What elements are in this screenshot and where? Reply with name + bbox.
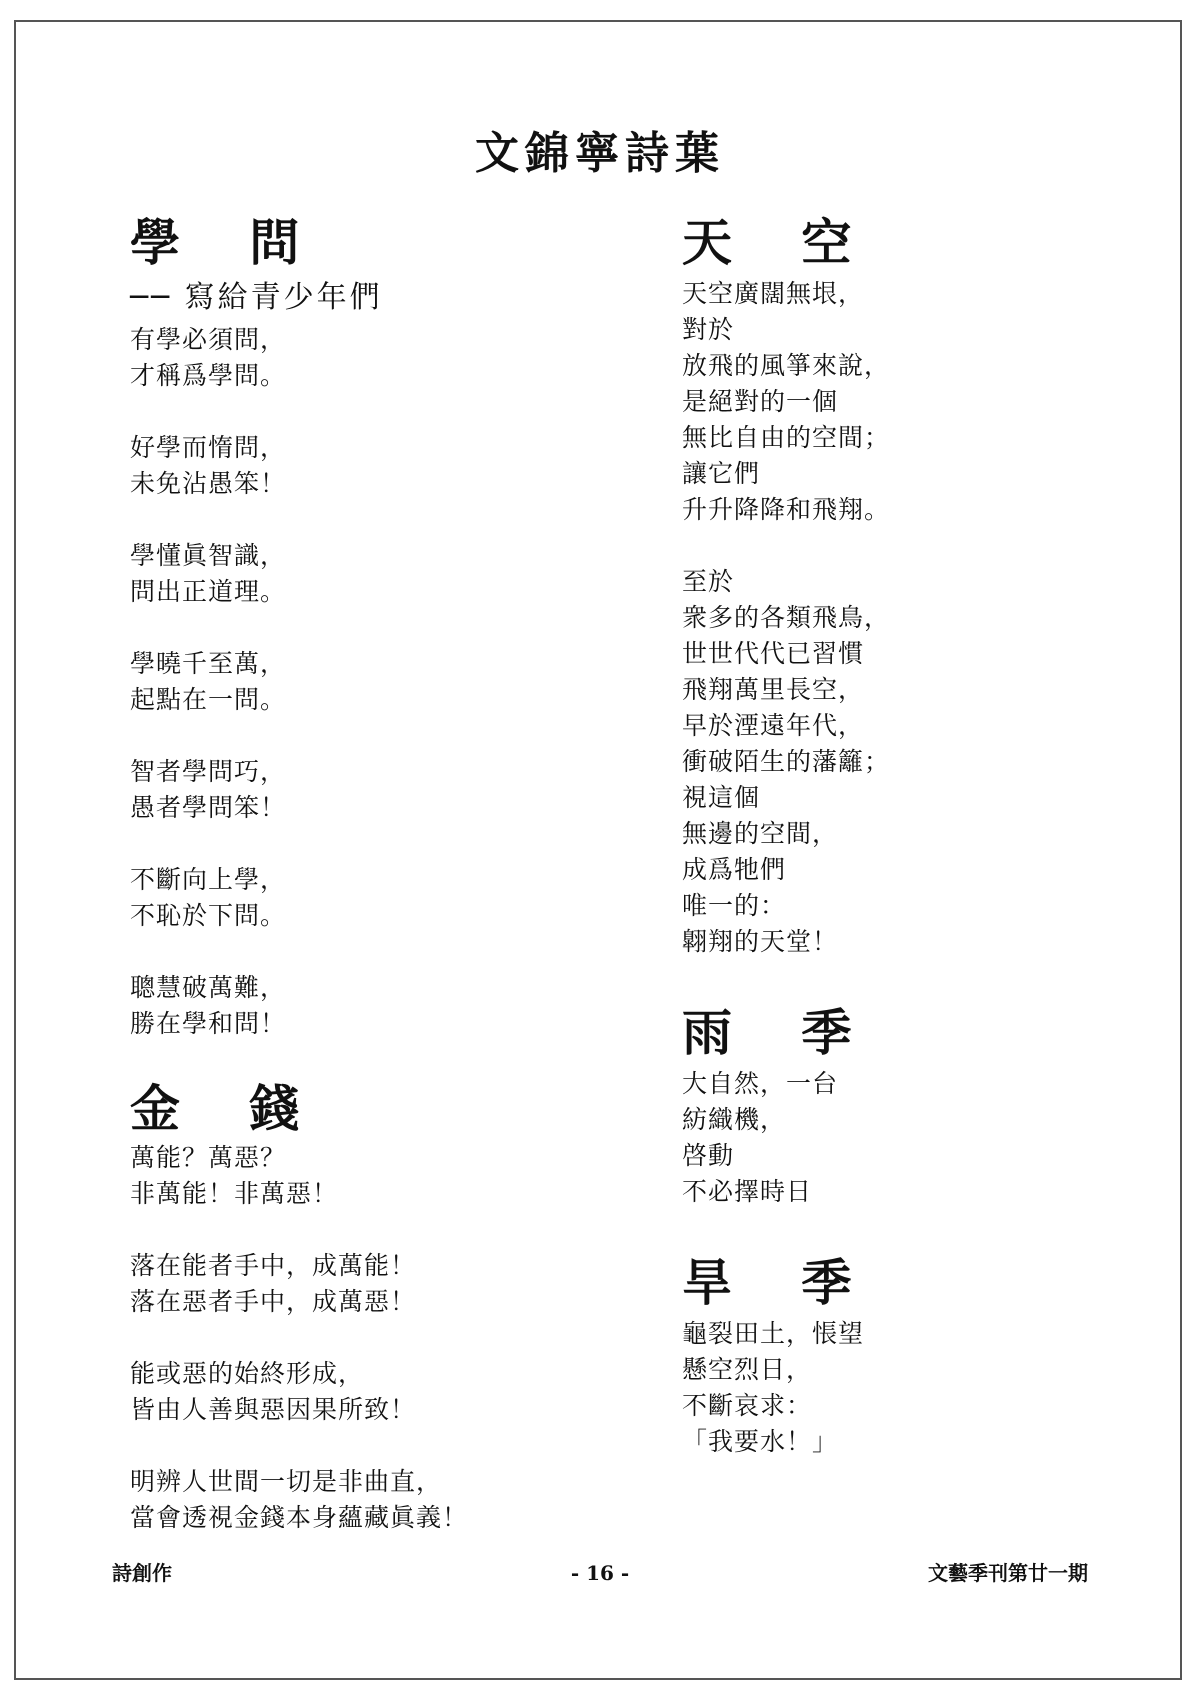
poem-line: 不必擇時日: [682, 1177, 813, 1206]
stanza: [682, 1316, 1112, 1460]
stanza: [682, 276, 1112, 528]
poem-line: 衝破陌生的藩籬；: [682, 747, 891, 776]
poem-sky: [682, 212, 1112, 960]
footer-page-number: - 16 -: [570, 1561, 630, 1585]
poem-line: 「我要水！」: [682, 1427, 839, 1456]
poem-line: 衆多的各類飛鳥，: [682, 603, 891, 632]
poem-line: 落在惡者手中，成萬惡！: [130, 1287, 417, 1316]
poem-line: 聰慧破萬難，: [130, 973, 287, 1002]
poem-line: 愚者學問笨！: [130, 793, 287, 822]
poem-line: 天空廣闊無垠，: [682, 279, 865, 308]
footer-publication: 文藝季刊第廿一期: [928, 1561, 1088, 1585]
poem-line: 勝在學和問！: [130, 1009, 287, 1038]
poem-body: [130, 322, 590, 1042]
poem-line: 視這個: [682, 783, 761, 812]
poem-line: 非萬能！非萬惡！: [130, 1179, 339, 1208]
poem-line: 唯一的：: [682, 891, 787, 920]
stanza: [130, 754, 590, 826]
poem-line: 世世代代已習慣: [682, 639, 865, 668]
poem-money: [130, 1078, 590, 1536]
poem-line: 飛翔萬里長空，: [682, 675, 865, 704]
stanza: [130, 1356, 590, 1428]
poem-body: [130, 1140, 590, 1536]
poem-line: 大自然，一台: [682, 1069, 839, 1098]
poem-line: 好學而惰問，: [130, 433, 287, 462]
poem-line: 至於: [682, 567, 735, 596]
poem-line: 不斷哀求：: [682, 1391, 813, 1420]
stanza: [130, 322, 590, 394]
poem-line: 放飛的風箏來說，: [682, 351, 891, 380]
poem-line: 起點在一問。: [130, 685, 287, 714]
stanza: [130, 1464, 590, 1536]
page-title: 文錦寧詩葉: [475, 128, 725, 179]
stanza: [130, 646, 590, 718]
stanza: [130, 1248, 590, 1320]
left-column: [130, 212, 590, 1536]
poem-body: [682, 276, 1112, 960]
poem-title: 雨 季: [682, 1003, 878, 1062]
poem-line: 當會透視金錢本身蘊藏眞義！: [130, 1503, 469, 1532]
poem-line: 啓動: [682, 1141, 735, 1170]
poem-drought: [682, 1252, 1112, 1460]
poem-line: 問出正道理。: [130, 577, 287, 606]
poem-line: 無邊的空間，: [682, 819, 839, 848]
poem-line: 學曉千至萬，: [130, 649, 287, 678]
poem-subtitle: ── 寫給青少年們: [130, 280, 383, 315]
poem-line: 翺翔的天堂！: [682, 927, 839, 956]
poem-line: 成爲牠們: [682, 855, 787, 884]
poem-line: 才稱爲學問。: [130, 361, 287, 390]
poem-title: 旱 季: [682, 1253, 878, 1312]
poem-line: 無比自由的空間；: [682, 423, 891, 452]
stanza: [130, 862, 590, 934]
stanza: [682, 1066, 1112, 1210]
stanza: [682, 564, 1112, 960]
poem-line: 明辨人世間一切是非曲直，: [130, 1467, 443, 1496]
poem-study: [130, 212, 590, 1042]
poem-line: 有學必須問，: [130, 325, 287, 354]
poem-line: 升升降降和飛翔。: [682, 495, 891, 524]
poem-line: 落在能者手中，成萬能！: [130, 1251, 417, 1280]
poem-line: 不斷向上學，: [130, 865, 287, 894]
stanza: [130, 538, 590, 610]
poem-line: 是絕對的一個: [682, 387, 839, 416]
poem-line: 皆由人善與惡因果所致！: [130, 1395, 417, 1424]
poem-title: 天 空: [682, 213, 878, 272]
stanza: [130, 970, 590, 1042]
poem-line: 早於湮遠年代，: [682, 711, 865, 740]
poem-line: 萬能？萬惡？: [130, 1143, 287, 1172]
stanza: [130, 1140, 590, 1212]
poem-rain: [682, 1002, 1112, 1210]
poem-body: [682, 1066, 1112, 1210]
poem-line: 能或惡的始終形成，: [130, 1359, 365, 1388]
poem-line: 懸空烈日，: [682, 1355, 813, 1384]
poem-line: 不恥於下問。: [130, 901, 287, 930]
stanza: [130, 430, 590, 502]
poem-title: 學 問: [130, 213, 326, 272]
footer-section-label: 詩創作: [112, 1561, 172, 1585]
poem-title: 金 錢: [130, 1079, 326, 1138]
poem-line: 龜裂田土，悵望: [682, 1319, 865, 1348]
poem-body: [682, 1316, 1112, 1460]
right-column: [682, 212, 1112, 1460]
poem-line: 未免沾愚笨！: [130, 469, 287, 498]
poem-line: 讓它們: [682, 459, 761, 488]
poem-line: 智者學問巧，: [130, 757, 287, 786]
poem-line: 紡織機，: [682, 1105, 787, 1134]
poem-line: 對於: [682, 315, 735, 344]
poem-line: 學懂眞智識，: [130, 541, 287, 570]
